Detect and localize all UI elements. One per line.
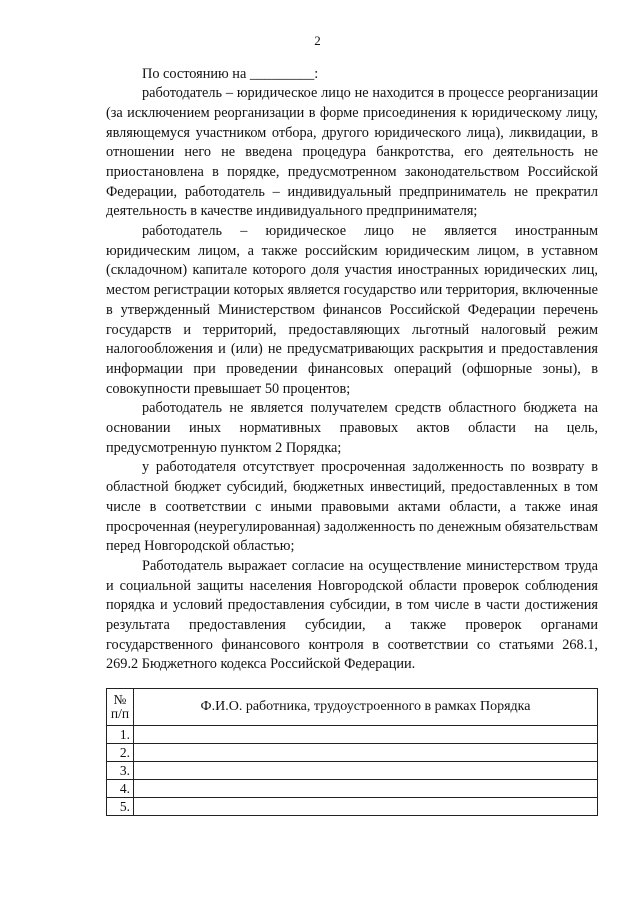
status-date-line: По состоянию на _________:	[142, 66, 319, 82]
paragraph-budget-recipient: работодатель не является получателем средств областного бюджета на основании иных нормативных правовых актов области на цель, предусмотренную пунктом 2 Порядка;	[106, 400, 598, 456]
document-body	[106, 64, 598, 675]
paragraph-overdue-debt: у работодателя отсутствует просроченная задолженность по возврату в областной бюджет субсидий, бюджетных инвестиций, предоставленных в том числе в соответствии с иными правовыми актами области, а также иная просроченная (неурегулированная) задолженность по денежным обязательствам перед Новгородской областью;	[106, 459, 598, 555]
table-row	[107, 762, 598, 780]
row-worker-name	[134, 798, 598, 816]
row-worker-name	[134, 780, 598, 798]
row-number: 1.	[107, 726, 134, 744]
header-worker-name: Ф.И.О. работника, трудоустроенного в рамках Порядка	[134, 689, 598, 726]
table-row	[107, 780, 598, 798]
row-worker-name	[134, 744, 598, 762]
table-header-row	[107, 689, 598, 726]
table-row	[107, 726, 598, 744]
header-number: № п/п	[107, 689, 134, 726]
paragraph-consent: Работодатель выражает согласие на осуществление министерством труда и социальной защиты населения Новгородской области проверок соблюдения порядка и условий предоставления субсидии, в том числе в части достижения результата предоставления субсидии, а также проверок органами государственного финансового контроля в соответствии со статьями 268.1, 269.2 Бюджетного кодекса Российской Федерации.	[106, 557, 598, 673]
page-number: 2	[314, 33, 321, 48]
table-row	[107, 798, 598, 816]
paragraph-foreign-entity: работодатель – юридическое лицо не является иностранным юридическим лицом, а также российским юридическим лицом, в уставном (складочном) капитале которого доля участия иностранных юридических лиц, местом регистрации которых является государство или территория, включенные в утвержденный Министерством финансов Российской Федерации перечень государств и территорий, предоставляющих льготный налоговый режим налогообложения и (или) не предусматривающих раскрытия и предоставления информации при проведении финансовых операций (офшорные зоны), в совокупности превышает 50 процентов;	[106, 223, 598, 397]
row-number: 3.	[107, 762, 134, 780]
workers-table	[106, 688, 598, 816]
table-row	[107, 744, 598, 762]
row-number: 2.	[107, 744, 134, 762]
row-worker-name	[134, 762, 598, 780]
row-number: 4.	[107, 780, 134, 798]
paragraph-reorganization: работодатель – юридическое лицо не находится в процессе реорганизации (за исключением реорганизации в форме присоединения к юридическому лицу, являющемуся участником отбора, другого юридического лица), ликвидации, в отношении него не введена процедура банкротства, его деятельность не приостановлена в порядке, предусмотренном законодательством Российской Федерации, работодатель – индивидуальный предприниматель не прекратил деятельность в качестве индивидуального предпринимателя;	[106, 85, 598, 220]
row-worker-name	[134, 726, 598, 744]
row-number: 5.	[107, 798, 134, 816]
